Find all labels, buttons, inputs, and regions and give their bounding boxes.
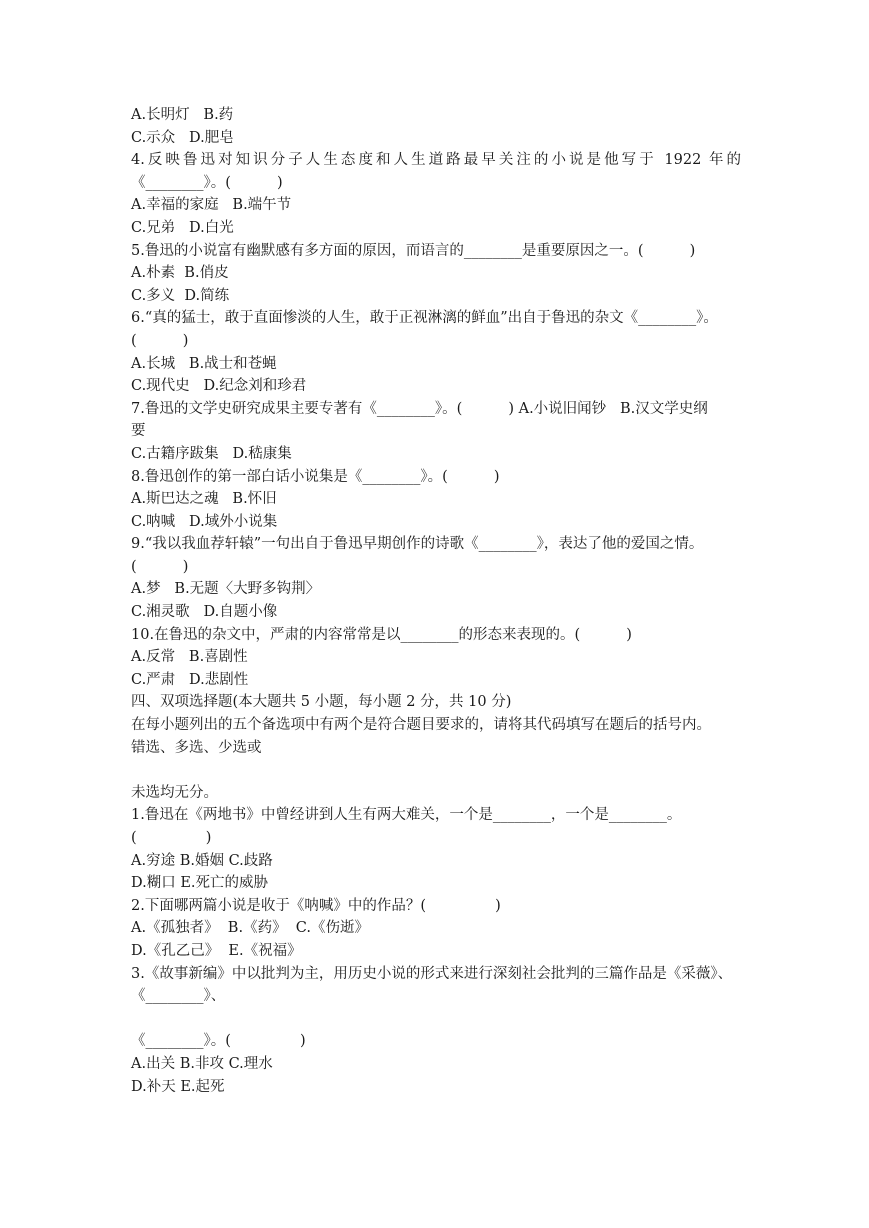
option-line: C.古籍序跋集 D.嵇康集 xyxy=(131,445,292,462)
mc-question-3-blank-end: 《________》。( ) xyxy=(131,1033,306,1050)
section-heading: 四、双项选择题(本大题共 5 小题，每小题 2 分，共 10 分) xyxy=(131,694,512,711)
option-line: D.补天 E.起死 xyxy=(131,1078,225,1095)
option-line: A.斯巴达之魂 B.怀旧 xyxy=(131,491,277,508)
question-4-line: 4.反映鲁迅对知识分子人生态度和人生道路最早关注的小说是他写于 1922 年的 xyxy=(131,152,741,169)
section-instructions-continued: 错选、多选、少选或 xyxy=(131,739,262,756)
option-line: A.朴素 B.俏皮 xyxy=(131,265,229,282)
mc-question-2-line: 2.下面哪两篇小说是收于《呐喊》中的作品？( ) xyxy=(131,897,501,914)
mc-question-3-line: 3.《故事新编》中以批判为主，用历史小说的形式来进行深刻社会批判的三篇作品是《采薇》、 xyxy=(131,965,733,982)
option-line: D.糊口 E.死亡的威胁 xyxy=(131,875,269,892)
question-4-blank: 《________》。( ) xyxy=(131,174,283,191)
question-10-line: 10.在鲁迅的杂文中，严肃的内容常常是以________的形态来表现的。( ) xyxy=(131,626,632,643)
section-instructions: 在每小题列出的五个备选项中有两个是符合题目要求的，请将其代码填写在题后的括号内。 xyxy=(131,717,711,734)
option-line: A.《孤独者》 B.《药》 C.《伤逝》 xyxy=(131,920,369,937)
question-5-line: 5.鲁迅的小说富有幽默感有多方面的原因，而语言的________是重要原因之一。( ) xyxy=(131,242,696,259)
section-instructions-end: 未选均无分。 xyxy=(131,784,218,801)
option-line: A.反常 B.喜剧性 xyxy=(131,649,248,666)
option-line: C.湘灵歌 D.自题小像 xyxy=(131,604,278,621)
option-line: D.《孔乙己》 E.《祝福》 xyxy=(131,942,302,959)
question-7-line: 7.鲁迅的文学史研究成果主要专著有《________》。( ) A.小说旧闻钞 B.汉文学史纲 xyxy=(131,400,708,417)
answer-parentheses: ( ) xyxy=(131,558,189,575)
option-line: A.长城 B.战士和苍蝇 xyxy=(131,355,277,372)
option-line: A.长明灯 B.药 xyxy=(131,107,234,123)
option-line: C.现代史 D.纪念刘和珍君 xyxy=(131,378,307,395)
answer-parentheses: ( ) xyxy=(131,830,212,846)
blank-line xyxy=(131,1008,741,1031)
option-line: A.出关 B.非攻 C.理水 xyxy=(131,1055,273,1072)
option-line: A.梦 B.无题〈大野多钩荆〉 xyxy=(131,581,321,598)
question-8-line: 8.鲁迅创作的第一部白话小说集是《________》。( ) xyxy=(131,468,500,485)
question-9-line: 9.“我以我血荐轩辕”一句出自于鲁迅早期创作的诗歌《________》，表达了他的爱国之情。 xyxy=(131,536,704,553)
option-line: C.呐喊 D.域外小说集 xyxy=(131,513,278,530)
question-7-continuation: 要 xyxy=(131,423,146,440)
option-line: C.多义 D.简练 xyxy=(131,287,230,304)
question-6-line: 6.“真的猛士，敢于直面惨淡的人生，敢于正视淋漓的鲜血”出自于鲁迅的杂文《________》。 xyxy=(131,310,718,327)
answer-parentheses: ( ) xyxy=(131,332,189,349)
option-line: A.穷途 B.婚姻 C.歧路 xyxy=(131,852,273,869)
option-line: C.示众 D.肥皂 xyxy=(131,129,234,146)
option-line: A.幸福的家庭 B.端午节 xyxy=(131,197,292,214)
option-line: C.严肃 D.悲剧性 xyxy=(131,671,249,688)
blank-line xyxy=(131,759,741,782)
document-body xyxy=(131,104,741,1098)
mc-question-3-blank: 《________》、 xyxy=(131,988,226,1005)
option-line: C.兄弟 D.白光 xyxy=(131,219,234,236)
mc-question-1-line: 1.鲁迅在《两地书》中曾经讲到人生有两大难关，一个是________，一个是________。 xyxy=(131,807,682,824)
